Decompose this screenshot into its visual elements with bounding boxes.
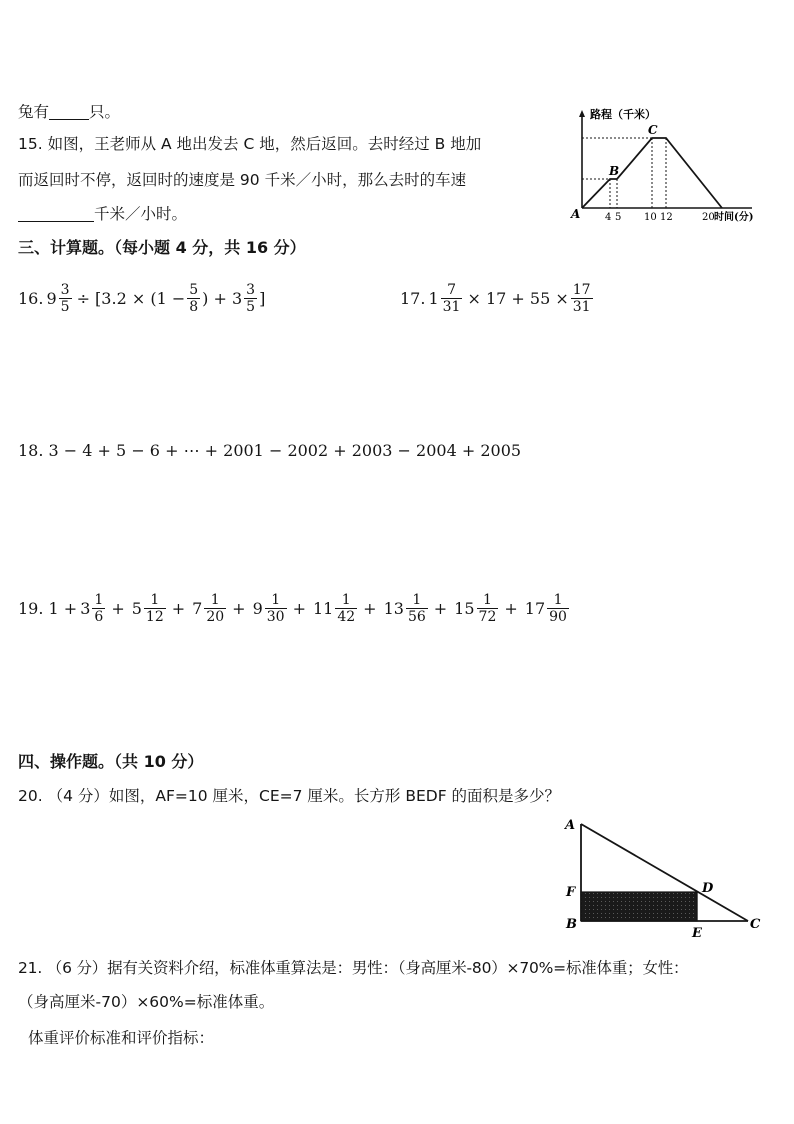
- q19-plus: +: [433, 598, 448, 618]
- section4-title: 四、操作题。（共 10 分）: [18, 752, 204, 771]
- chart-ylabel: 路程（千米）: [590, 108, 656, 121]
- q19-term-fraction: $\frac{1}{72}$: [478, 591, 497, 625]
- q19-plus: +: [232, 598, 246, 618]
- q16-expression: [18, 276, 265, 320]
- chart-journey-line: [582, 138, 722, 208]
- chart-xtick-5: 5: [615, 212, 622, 223]
- q19-plus: +: [292, 598, 306, 618]
- chart-origin-label: A: [571, 207, 581, 221]
- chart-xlabel: 时间(分): [714, 212, 754, 223]
- q17-number: 17.: [400, 288, 426, 308]
- q15-distance-time-chart: [560, 100, 760, 230]
- q19-term-fraction: $\frac{1}{56}$: [407, 591, 426, 625]
- q19-term-whole: 7: [192, 598, 203, 618]
- q19-term-fraction: $\frac{1}{30}$: [266, 591, 285, 625]
- q19-term-whole: 17: [524, 598, 546, 618]
- label-b: B: [566, 917, 577, 932]
- q19-term-whole: 3: [80, 598, 91, 618]
- q21-line2: （身高厘米-70）×60%=标准体重。: [18, 993, 275, 1011]
- q16-t2-fraction: $\frac{5}{8}$: [189, 281, 199, 315]
- q20-triangle-figure: [560, 812, 770, 942]
- q17-t1-whole: 1: [428, 288, 439, 308]
- q19-plus: +: [111, 598, 125, 618]
- q14-tail-after: 只。: [89, 103, 121, 121]
- q19-expression: [18, 586, 571, 630]
- q16-t1-whole: 9: [46, 288, 57, 308]
- q19-term-whole: 13: [383, 598, 404, 618]
- label-f: F: [566, 885, 576, 900]
- q17-t1-fraction: $\frac{7}{31}$: [442, 281, 461, 315]
- q16-op1: ÷ [3.2 × (1 −: [76, 288, 186, 308]
- q16-close: ]: [259, 288, 266, 308]
- q19-term-fraction: $\frac{1}{42}$: [337, 591, 356, 625]
- q19-terms: [77, 592, 571, 625]
- q14-tail-before: 兔有: [18, 103, 50, 121]
- label-a: A: [565, 818, 576, 833]
- q19-term-fraction: $\frac{1}{6}$: [94, 591, 104, 625]
- q14-answer-blank[interactable]: [49, 103, 89, 120]
- chart-xtick-4: 4: [605, 212, 612, 223]
- q20-text: 20. （4 分）如图，AF=10 厘米，CE=7 厘米。长方形 BEDF 的面积是多少？: [18, 787, 561, 805]
- q19-term-whole: 15: [454, 598, 475, 618]
- chart-xtick-20: 20: [702, 212, 715, 223]
- q19-lead: 19. 1 +: [18, 598, 78, 618]
- q15-line1: 15. 如图，王老师从 A 地出发去 C 地，然后返回。去时经过 B 地加: [18, 135, 482, 153]
- q17-op1: × 17 + 55 ×: [467, 288, 569, 308]
- q19-term-whole: 5: [131, 598, 142, 618]
- q17-expression: [400, 276, 595, 320]
- section3-title: 三、计算题。（每小题 4 分，共 16 分）: [18, 238, 306, 257]
- q15-line3: [18, 204, 187, 224]
- rectangle-bedf: [581, 892, 697, 921]
- chart-xtick-12: 12: [660, 212, 673, 223]
- label-e: E: [692, 926, 702, 941]
- q19-plus: +: [171, 598, 186, 618]
- q18-expression: 18. 3 − 4 + 5 − 6 + ⋯ + 2001 − 2002 + 2003 − 2004 + 2005: [18, 441, 522, 460]
- q21-line1: 21. （6 分）据有关资料介绍，标准体重算法是：男性：（身高厘米-80）×70%=标准体重；女性：: [18, 959, 689, 977]
- q19-plus: +: [504, 598, 518, 618]
- q15-answer-blank[interactable]: [18, 205, 94, 222]
- q16-t1-fraction: $\frac{3}{5}$: [60, 281, 70, 315]
- chart-y-arrow: [579, 110, 585, 117]
- q16-t3-fraction: $\frac{3}{5}$: [246, 281, 256, 315]
- chart-point-c-label: C: [648, 123, 658, 137]
- q19-term-whole: 11: [312, 598, 334, 618]
- label-d: D: [702, 881, 714, 896]
- q17-t2-fraction: $\frac{17}{31}$: [572, 281, 591, 315]
- q19-plus: +: [363, 598, 377, 618]
- q21-line3: 体重评价标准和评价指标：: [28, 1029, 215, 1047]
- q14-tail: [18, 102, 120, 122]
- q19-term-fraction: $\frac{1}{12}$: [145, 591, 164, 625]
- chart-point-b-label: B: [609, 164, 620, 178]
- label-c: C: [750, 917, 761, 932]
- q15-line2: 而返回时不停，返回时的速度是 90 千米／小时，那么去时的车速: [18, 171, 467, 189]
- q15-line3-after: 千米／小时。: [94, 205, 188, 223]
- q16-number: 16.: [18, 288, 44, 308]
- chart-xtick-10: 10: [644, 212, 657, 223]
- q19-term-fraction: $\frac{1}{90}$: [549, 591, 567, 625]
- q16-op2: ) + 3: [202, 288, 243, 308]
- q19-term-whole: 9: [252, 598, 263, 618]
- q19-term-fraction: $\frac{1}{20}$: [206, 591, 225, 625]
